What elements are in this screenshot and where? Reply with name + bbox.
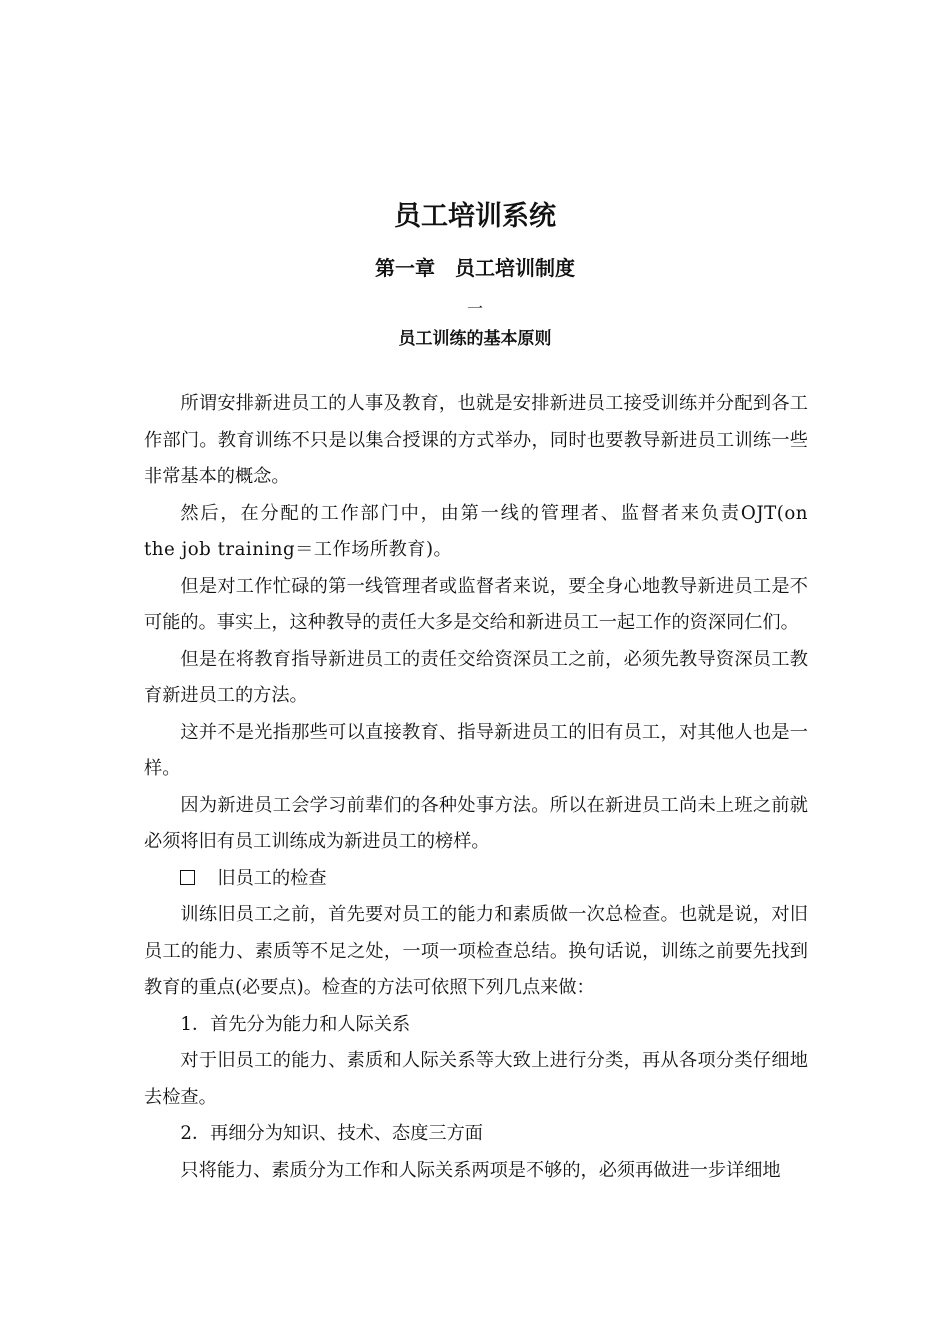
checkbox-item [144,861,808,898]
list-item: 2．再细分为知识、技术、态度三方面 [180,1123,483,1144]
paragraph: 但是对工作忙碌的第一线管理者或监督者来说，要全身心地教导新进员工是不可能的。事实上，这种教导的责任大多是交给和新进员工一起工作的资深同仁们。 [144,575,808,633]
paragraph: 因为新进员工会学习前辈们的各种处事方法。所以在新进员工尚未上班之前就必须将旧有员工训练成为新进员工的榜样。 [144,794,808,852]
paragraph: 所谓安排新进员工的人事及教育，也就是安排新进员工接受训练并分配到各工作部门。教育训练不只是以集合授课的方式举办，同时也要教导新进员工训练一些非常基本的概念。 [144,393,808,487]
checkbox-item-label: 旧员工的检查 [217,867,327,889]
paragraph: 但是在将教育指导新进员工的责任交给资深员工之前，必须先教导资深员工教育新进员工的方法。 [144,648,808,706]
paragraph: 这并不是光指那些可以直接教育、指导新进员工的旧有员工，对其他人也是一样。 [144,721,808,779]
list-item: 1．首先分为能力和人际关系 [180,1013,411,1035]
chapter-heading: 第一章 员工培训制度 [375,256,575,280]
checkbox-square-icon [180,870,195,885]
document-body [144,386,808,1189]
document-title: 员工培训系统 [394,201,556,232]
paragraph: 训练旧员工之前，首先要对员工的能力和素质做一次总检查。也就是说，对旧员工的能力、素质等不足之处，一项一项检查总结。换句话说，训练之前要先找到教育的重点(必要点)。检查的方法可依照下列几点来做： [144,904,808,998]
paragraph: 对于旧员工的能力、素质和人际关系等大致上进行分类，再从各项分类仔细地去检查。 [144,1050,808,1108]
paragraph: 然后，在分配的工作部门中，由第一线的管理者、监督者来负责OJT(on the job training＝工作场所教育)。 [144,502,808,560]
section-title: 员工训练的基本原则 [398,329,552,349]
paragraph: 只将能力、素质分为工作和人际关系两项是不够的，必须再做进一步详细地 [180,1159,781,1181]
section-number: 一 [466,299,483,318]
